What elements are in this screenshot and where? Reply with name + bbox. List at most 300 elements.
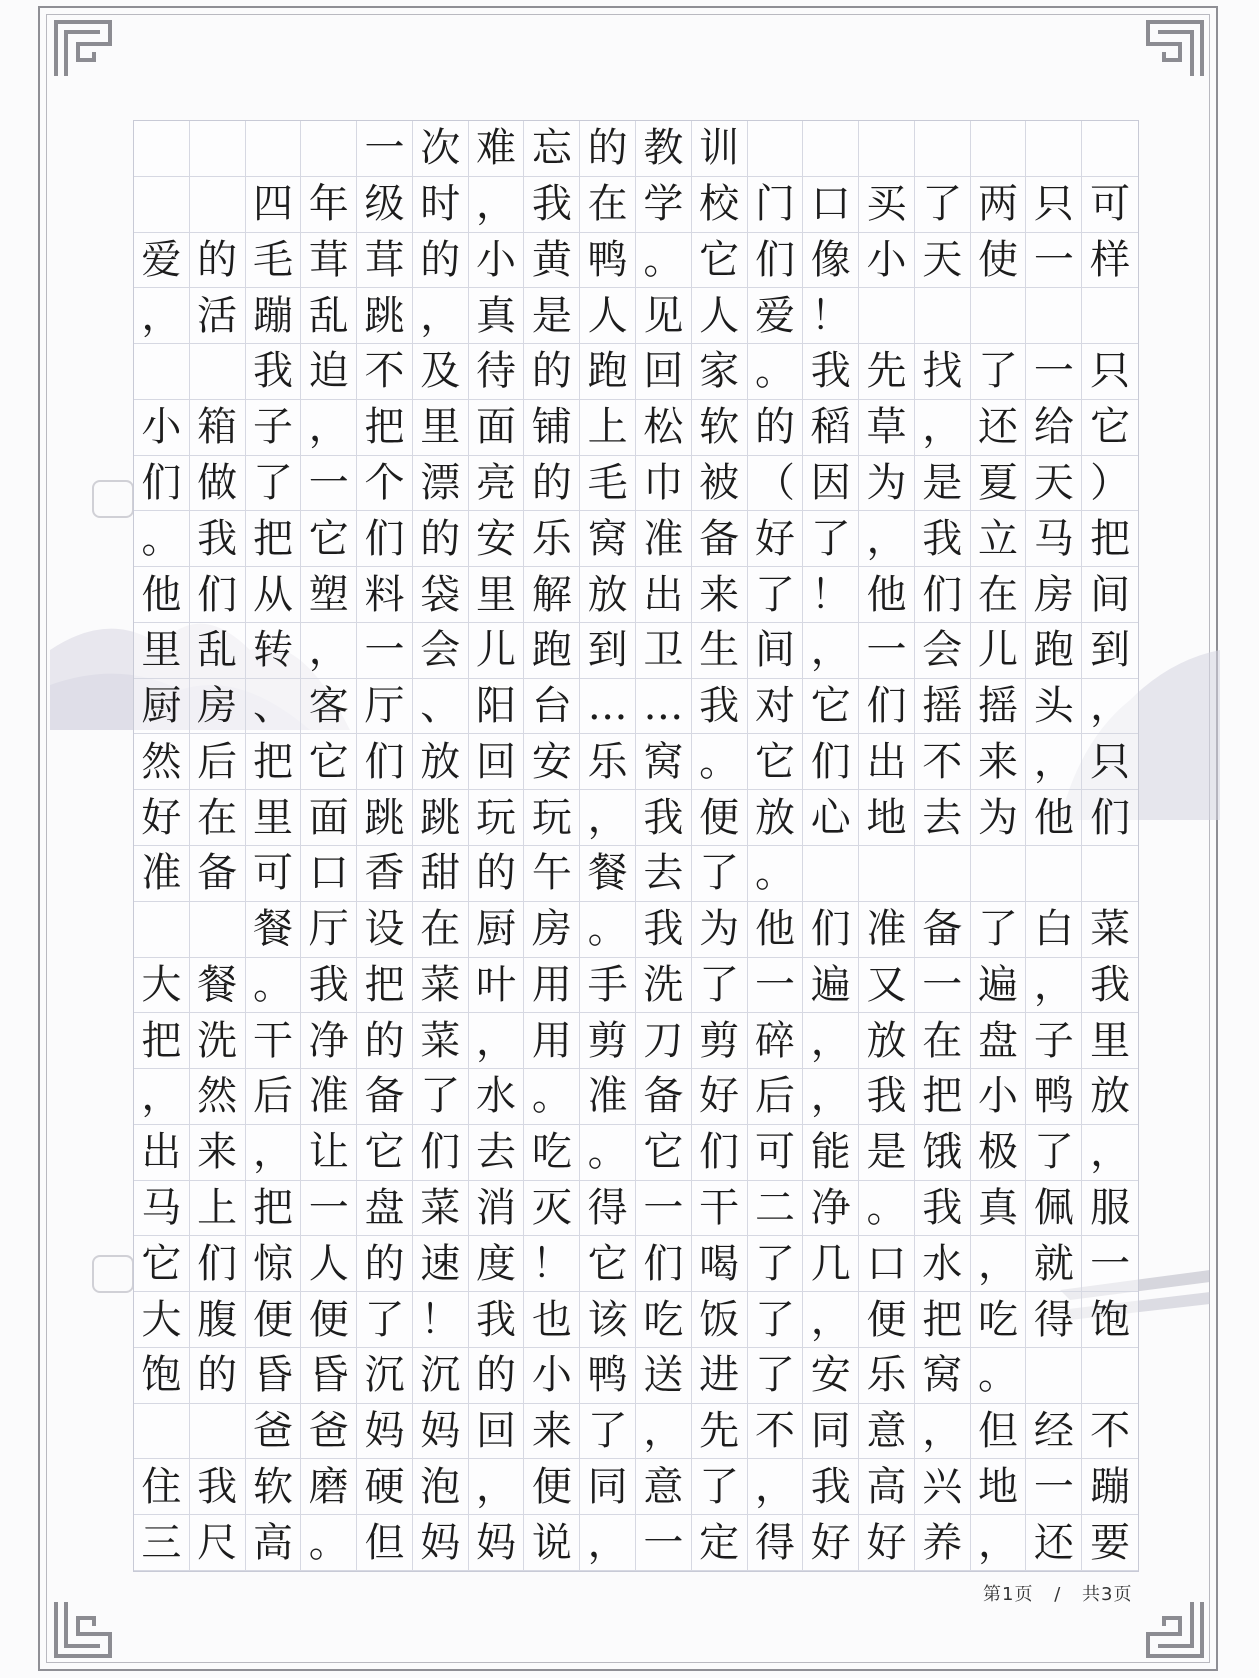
grid-cell: 吃 [971, 1292, 1027, 1348]
grid-cell: 爱 [748, 288, 804, 344]
grid-cell: 年 [301, 177, 357, 233]
corner-ornament-bottom-left [48, 1594, 118, 1664]
grid-cell: 鸭 [1026, 1069, 1082, 1125]
grid-cell: 先 [692, 1404, 748, 1460]
grid-cell: 铺 [524, 400, 580, 456]
grid-cell: 人 [580, 288, 636, 344]
side-tab-upper [92, 480, 134, 518]
page-separator: / [1054, 1584, 1062, 1605]
grid-cell: 大 [134, 1292, 190, 1348]
grid-cell: 不 [1082, 1404, 1138, 1460]
grid-cell: ！ [524, 1236, 580, 1292]
grid-cell: 高 [246, 1515, 302, 1571]
grid-cell: 度 [469, 1236, 525, 1292]
grid-cell: 地 [859, 790, 915, 846]
grid-cell: 了 [1026, 1125, 1082, 1181]
grid-cell: 们 [692, 1125, 748, 1181]
grid-cell: 跳 [413, 790, 469, 846]
grid-cell: 面 [301, 790, 357, 846]
grid-cell: 把 [134, 1013, 190, 1069]
grid-cell: 们 [357, 511, 413, 567]
grid-cell: 饱 [1082, 1292, 1138, 1348]
corner-ornament-bottom-right [1140, 1594, 1210, 1664]
grid-cell: 菜 [1082, 902, 1138, 958]
grid-cell: 佩 [1026, 1181, 1082, 1237]
grid-cell: 爸 [301, 1404, 357, 1460]
grid-cell: 们 [190, 567, 246, 623]
grid-cell: 他 [1026, 790, 1082, 846]
grid-cell: 了 [748, 1348, 804, 1404]
grid-cell: 出 [636, 567, 692, 623]
grid-cell: 里 [134, 623, 190, 679]
grid-cell: 。 [301, 1515, 357, 1571]
grid-cell: 。 [971, 1348, 1027, 1404]
grid-cell: 来 [692, 567, 748, 623]
grid-cell [190, 344, 246, 400]
grid-cell: 子 [246, 400, 302, 456]
grid-cell: 一 [1082, 1236, 1138, 1292]
grid-cell: 他 [748, 902, 804, 958]
grid-cell: 它 [134, 1236, 190, 1292]
grid-cell: 。 [134, 511, 190, 567]
grid-cell: 备 [636, 1069, 692, 1125]
grid-cell: 厅 [357, 679, 413, 735]
grid-cell: 好 [803, 1515, 859, 1571]
grid-cell: 蹦 [1082, 1459, 1138, 1515]
grid-cell: 台 [524, 679, 580, 735]
grid-cell: 被 [692, 456, 748, 512]
grid-cell: ， [301, 400, 357, 456]
grid-cell: ， [469, 1459, 525, 1515]
grid-cell: 消 [469, 1181, 525, 1237]
grid-cell: 了 [803, 511, 859, 567]
grid-cell: 样 [1082, 233, 1138, 289]
grid-cell: 摇 [971, 679, 1027, 735]
grid-cell [134, 344, 190, 400]
grid-cell [246, 121, 302, 177]
grid-cell: ， [469, 1013, 525, 1069]
grid-cell: 口 [301, 846, 357, 902]
grid-cell: 卫 [636, 623, 692, 679]
grid-cell: 用 [524, 1013, 580, 1069]
grid-cell [1026, 121, 1082, 177]
grid-cell: 吃 [524, 1125, 580, 1181]
grid-cell: ！ [413, 1292, 469, 1348]
grid-cell [859, 121, 915, 177]
grid-cell: 餐 [580, 846, 636, 902]
grid-cell: 准 [859, 902, 915, 958]
grid-cell [971, 121, 1027, 177]
grid-cell: 菜 [413, 1013, 469, 1069]
grid-cell: 巾 [636, 456, 692, 512]
grid-cell: 们 [803, 734, 859, 790]
grid-cell: 惊 [246, 1236, 302, 1292]
grid-cell: 一 [301, 456, 357, 512]
grid-cell: 刀 [636, 1013, 692, 1069]
grid-cell: 他 [859, 567, 915, 623]
grid-cell: 一 [915, 958, 971, 1014]
grid-cell: 定 [692, 1515, 748, 1571]
grid-cell: 的 [469, 1348, 525, 1404]
grid-cell: 转 [246, 623, 302, 679]
grid-cell: 可 [1082, 177, 1138, 233]
page-number: 第1页 [983, 1584, 1034, 1605]
grid-cell: ， [301, 623, 357, 679]
grid-cell: 摇 [915, 679, 971, 735]
grid-cell: 玩 [524, 790, 580, 846]
grid-cell: … [636, 679, 692, 735]
grid-cell: ， [1082, 1125, 1138, 1181]
grid-cell: 的 [748, 400, 804, 456]
grid-cell: 它 [803, 679, 859, 735]
grid-cell: 料 [357, 567, 413, 623]
grid-cell [1026, 288, 1082, 344]
grid-cell: 在 [413, 902, 469, 958]
grid-cell: 去 [469, 1125, 525, 1181]
grid-cell: 可 [748, 1125, 804, 1181]
grid-cell: 小 [134, 400, 190, 456]
grid-cell: 们 [1082, 790, 1138, 846]
grid-cell: 在 [190, 790, 246, 846]
grid-cell: 爸 [246, 1404, 302, 1460]
grid-cell: 它 [636, 1125, 692, 1181]
grid-cell: 房 [524, 902, 580, 958]
grid-cell: 进 [692, 1348, 748, 1404]
grid-cell: 窝 [636, 734, 692, 790]
grid-cell: 吃 [636, 1292, 692, 1348]
grid-cell: 窝 [580, 511, 636, 567]
grid-cell: 手 [580, 958, 636, 1014]
grid-cell: （ [748, 456, 804, 512]
grid-cell: 安 [803, 1348, 859, 1404]
grid-cell: 们 [413, 1125, 469, 1181]
grid-cell: ， [413, 288, 469, 344]
grid-cell: 备 [915, 902, 971, 958]
grid-cell: 的 [469, 846, 525, 902]
grid-cell: 服 [1082, 1181, 1138, 1237]
grid-cell: 迫 [301, 344, 357, 400]
grid-cell: 地 [971, 1459, 1027, 1515]
grid-cell: 饭 [692, 1292, 748, 1348]
grid-cell: 三 [134, 1515, 190, 1571]
grid-cell: 我 [636, 902, 692, 958]
grid-cell: 昏 [246, 1348, 302, 1404]
grid-cell: 我 [190, 1459, 246, 1515]
grid-cell: 回 [469, 1404, 525, 1460]
grid-cell: 。 [636, 233, 692, 289]
grid-cell: 教 [636, 121, 692, 177]
grid-cell [134, 1404, 190, 1460]
grid-cell: 一 [636, 1515, 692, 1571]
grid-cell: 买 [859, 177, 915, 233]
grid-cell: 小 [524, 1348, 580, 1404]
grid-cell: 小 [859, 233, 915, 289]
grid-cell: 儿 [469, 623, 525, 679]
grid-cell: 甜 [413, 846, 469, 902]
grid-cell: ， [134, 1069, 190, 1125]
grid-cell: 安 [469, 511, 525, 567]
grid-cell: 茸 [301, 233, 357, 289]
grid-cell [803, 846, 859, 902]
grid-cell: 送 [636, 1348, 692, 1404]
grid-cell: 到 [580, 623, 636, 679]
grid-cell: 好 [134, 790, 190, 846]
grid-cell: 它 [748, 734, 804, 790]
grid-cell: 备 [190, 846, 246, 902]
grid-cell: ， [580, 1515, 636, 1571]
grid-cell: 了 [915, 177, 971, 233]
grid-cell: 了 [357, 1292, 413, 1348]
grid-cell: 们 [915, 567, 971, 623]
grid-cell: 我 [301, 958, 357, 1014]
grid-cell: 只 [1026, 177, 1082, 233]
grid-cell: 。 [524, 1069, 580, 1125]
grid-cell: 把 [246, 1181, 302, 1237]
grid-cell: 为 [971, 790, 1027, 846]
grid-cell: 了 [971, 344, 1027, 400]
grid-cell: 放 [859, 1013, 915, 1069]
grid-cell: ！ [803, 288, 859, 344]
grid-cell: 午 [524, 846, 580, 902]
grid-cell [190, 1404, 246, 1460]
grid-cell: ， [469, 177, 525, 233]
grid-cell: 安 [524, 734, 580, 790]
grid-cell: 意 [859, 1404, 915, 1460]
grid-cell: 妈 [413, 1404, 469, 1460]
grid-cell: 了 [748, 1292, 804, 1348]
grid-cell: ， [1026, 734, 1082, 790]
grid-cell: 。 [246, 958, 302, 1014]
grid-cell: 只 [1082, 344, 1138, 400]
grid-cell: 他 [134, 567, 190, 623]
grid-cell: 为 [859, 456, 915, 512]
grid-cell: 我 [692, 679, 748, 735]
grid-cell: 便 [301, 1292, 357, 1348]
grid-cell: 们 [636, 1236, 692, 1292]
grid-cell [190, 902, 246, 958]
grid-cell: 在 [915, 1013, 971, 1069]
grid-cell: 因 [803, 456, 859, 512]
grid-cell: 训 [692, 121, 748, 177]
grid-cell: 人 [692, 288, 748, 344]
grid-cell: 乱 [190, 623, 246, 679]
grid-cell: ， [803, 623, 859, 679]
grid-cell [190, 177, 246, 233]
grid-cell: 我 [803, 344, 859, 400]
grid-cell: 、 [413, 679, 469, 735]
grid-cell: 同 [803, 1404, 859, 1460]
grid-cell: 鸭 [580, 233, 636, 289]
grid-cell: 把 [915, 1069, 971, 1125]
grid-cell: 便 [246, 1292, 302, 1348]
grid-cell: 又 [859, 958, 915, 1014]
grid-cell: 的 [524, 456, 580, 512]
grid-cell: 我 [915, 511, 971, 567]
grid-cell: 阳 [469, 679, 525, 735]
grid-cell [971, 846, 1027, 902]
grid-cell: 真 [971, 1181, 1027, 1237]
grid-cell: 及 [413, 344, 469, 400]
grid-cell [1082, 1348, 1138, 1404]
grid-cell: 松 [636, 400, 692, 456]
grid-cell: 们 [357, 734, 413, 790]
grid-cell: 的 [524, 344, 580, 400]
grid-cell: 客 [301, 679, 357, 735]
grid-cell: 们 [134, 456, 190, 512]
grid-cell: 该 [580, 1292, 636, 1348]
grid-cell: 对 [748, 679, 804, 735]
grid-cell: 沉 [413, 1348, 469, 1404]
grid-cell: 是 [524, 288, 580, 344]
grid-cell: 乱 [301, 288, 357, 344]
grid-cell: 净 [301, 1013, 357, 1069]
grid-cell: 把 [1082, 511, 1138, 567]
grid-cell: 妈 [413, 1515, 469, 1571]
grid-cell: 毛 [246, 233, 302, 289]
grid-cell: 的 [413, 511, 469, 567]
grid-cell: 放 [580, 567, 636, 623]
grid-cell: ） [1082, 456, 1138, 512]
grid-cell: 忘 [524, 121, 580, 177]
grid-cell: ， [1082, 679, 1138, 735]
grid-cell: 袋 [413, 567, 469, 623]
grid-cell: 设 [357, 902, 413, 958]
grid-cell: 遍 [971, 958, 1027, 1014]
grid-cell: 剪 [692, 1013, 748, 1069]
grid-cell: 里 [1082, 1013, 1138, 1069]
grid-cell: 门 [748, 177, 804, 233]
grid-cell: 准 [134, 846, 190, 902]
grid-cell: 叶 [469, 958, 525, 1014]
grid-cell: 待 [469, 344, 525, 400]
grid-cell: 跳 [357, 288, 413, 344]
grid-cell: 学 [636, 177, 692, 233]
grid-cell: 它 [301, 734, 357, 790]
grid-cell: 们 [803, 902, 859, 958]
grid-cell: 爱 [134, 233, 190, 289]
grid-cell: 出 [859, 734, 915, 790]
grid-cell: 来 [190, 1125, 246, 1181]
grid-cell: 我 [524, 177, 580, 233]
grid-cell: 盘 [971, 1013, 1027, 1069]
grid-cell: 为 [692, 902, 748, 958]
grid-cell: 。 [748, 344, 804, 400]
grid-cell: 面 [469, 400, 525, 456]
grid-cell: 泡 [413, 1459, 469, 1515]
grid-cell: 妈 [469, 1515, 525, 1571]
grid-cell: 天 [1026, 456, 1082, 512]
grid-cell: 去 [636, 846, 692, 902]
grid-cell: 住 [134, 1459, 190, 1515]
grid-cell [748, 121, 804, 177]
grid-cell: 干 [692, 1181, 748, 1237]
grid-cell: 乐 [859, 1348, 915, 1404]
grid-cell: 次 [413, 121, 469, 177]
grid-cell: 喝 [692, 1236, 748, 1292]
grid-cell: 马 [1026, 511, 1082, 567]
grid-cell: 了 [971, 902, 1027, 958]
grid-cell: 一 [301, 1181, 357, 1237]
grid-cell: ， [636, 1404, 692, 1460]
grid-cell: 一 [1026, 344, 1082, 400]
grid-cell [1026, 1348, 1082, 1404]
grid-cell: 了 [246, 456, 302, 512]
grid-cell: ， [748, 1459, 804, 1515]
grid-cell: 稻 [803, 400, 859, 456]
grid-cell: 几 [803, 1236, 859, 1292]
grid-cell: 不 [357, 344, 413, 400]
grid-cell: 小 [971, 1069, 1027, 1125]
grid-cell: 它 [357, 1125, 413, 1181]
grid-cell: 饱 [134, 1348, 190, 1404]
grid-cell: 窝 [915, 1348, 971, 1404]
grid-cell: 极 [971, 1125, 1027, 1181]
grid-cell: 是 [915, 456, 971, 512]
grid-cell: … [580, 679, 636, 735]
corner-ornament-top-left [48, 14, 118, 84]
grid-cell: 把 [246, 734, 302, 790]
grid-cell: 从 [246, 567, 302, 623]
grid-cell: 要 [1082, 1515, 1138, 1571]
grid-cell [1082, 121, 1138, 177]
grid-cell: 来 [971, 734, 1027, 790]
grid-cell: 准 [580, 1069, 636, 1125]
corner-ornament-top-right [1140, 14, 1210, 84]
grid-cell: 它 [580, 1236, 636, 1292]
grid-cell: 时 [413, 177, 469, 233]
grid-cell: 菜 [413, 958, 469, 1014]
grid-cell: 心 [803, 790, 859, 846]
grid-cell: ， [1026, 958, 1082, 1014]
grid-cell: ， [803, 1069, 859, 1125]
grid-cell: 香 [357, 846, 413, 902]
writing-grid [133, 120, 1139, 1572]
grid-cell: 的 [357, 1236, 413, 1292]
grid-cell: 跳 [357, 790, 413, 846]
grid-cell: 乐 [524, 511, 580, 567]
grid-cell: 我 [915, 1181, 971, 1237]
grid-cell: 小 [469, 233, 525, 289]
grid-cell: 高 [859, 1459, 915, 1515]
grid-cell: 碎 [748, 1013, 804, 1069]
grid-cell: 了 [580, 1404, 636, 1460]
grid-cell: 我 [246, 344, 302, 400]
grid-cell: 遍 [803, 958, 859, 1014]
grid-cell: 四 [246, 177, 302, 233]
grid-cell: 级 [357, 177, 413, 233]
grid-cell: 准 [301, 1069, 357, 1125]
grid-cell: 腹 [190, 1292, 246, 1348]
grid-cell [134, 121, 190, 177]
grid-cell: ， [859, 511, 915, 567]
grid-cell: 。 [748, 846, 804, 902]
grid-cell: 活 [190, 288, 246, 344]
grid-cell: 它 [301, 511, 357, 567]
grid-cell: 房 [190, 679, 246, 735]
grid-cell: 盘 [357, 1181, 413, 1237]
grid-cell: 来 [524, 1404, 580, 1460]
grid-cell [1082, 288, 1138, 344]
grid-cell [190, 121, 246, 177]
grid-cell: 茸 [357, 233, 413, 289]
grid-cell: 软 [246, 1459, 302, 1515]
grid-cell: 马 [134, 1181, 190, 1237]
grid-cell: 立 [971, 511, 1027, 567]
grid-cell: 个 [357, 456, 413, 512]
grid-cell: 妈 [357, 1404, 413, 1460]
grid-cell [134, 177, 190, 233]
grid-cell: 里 [469, 567, 525, 623]
